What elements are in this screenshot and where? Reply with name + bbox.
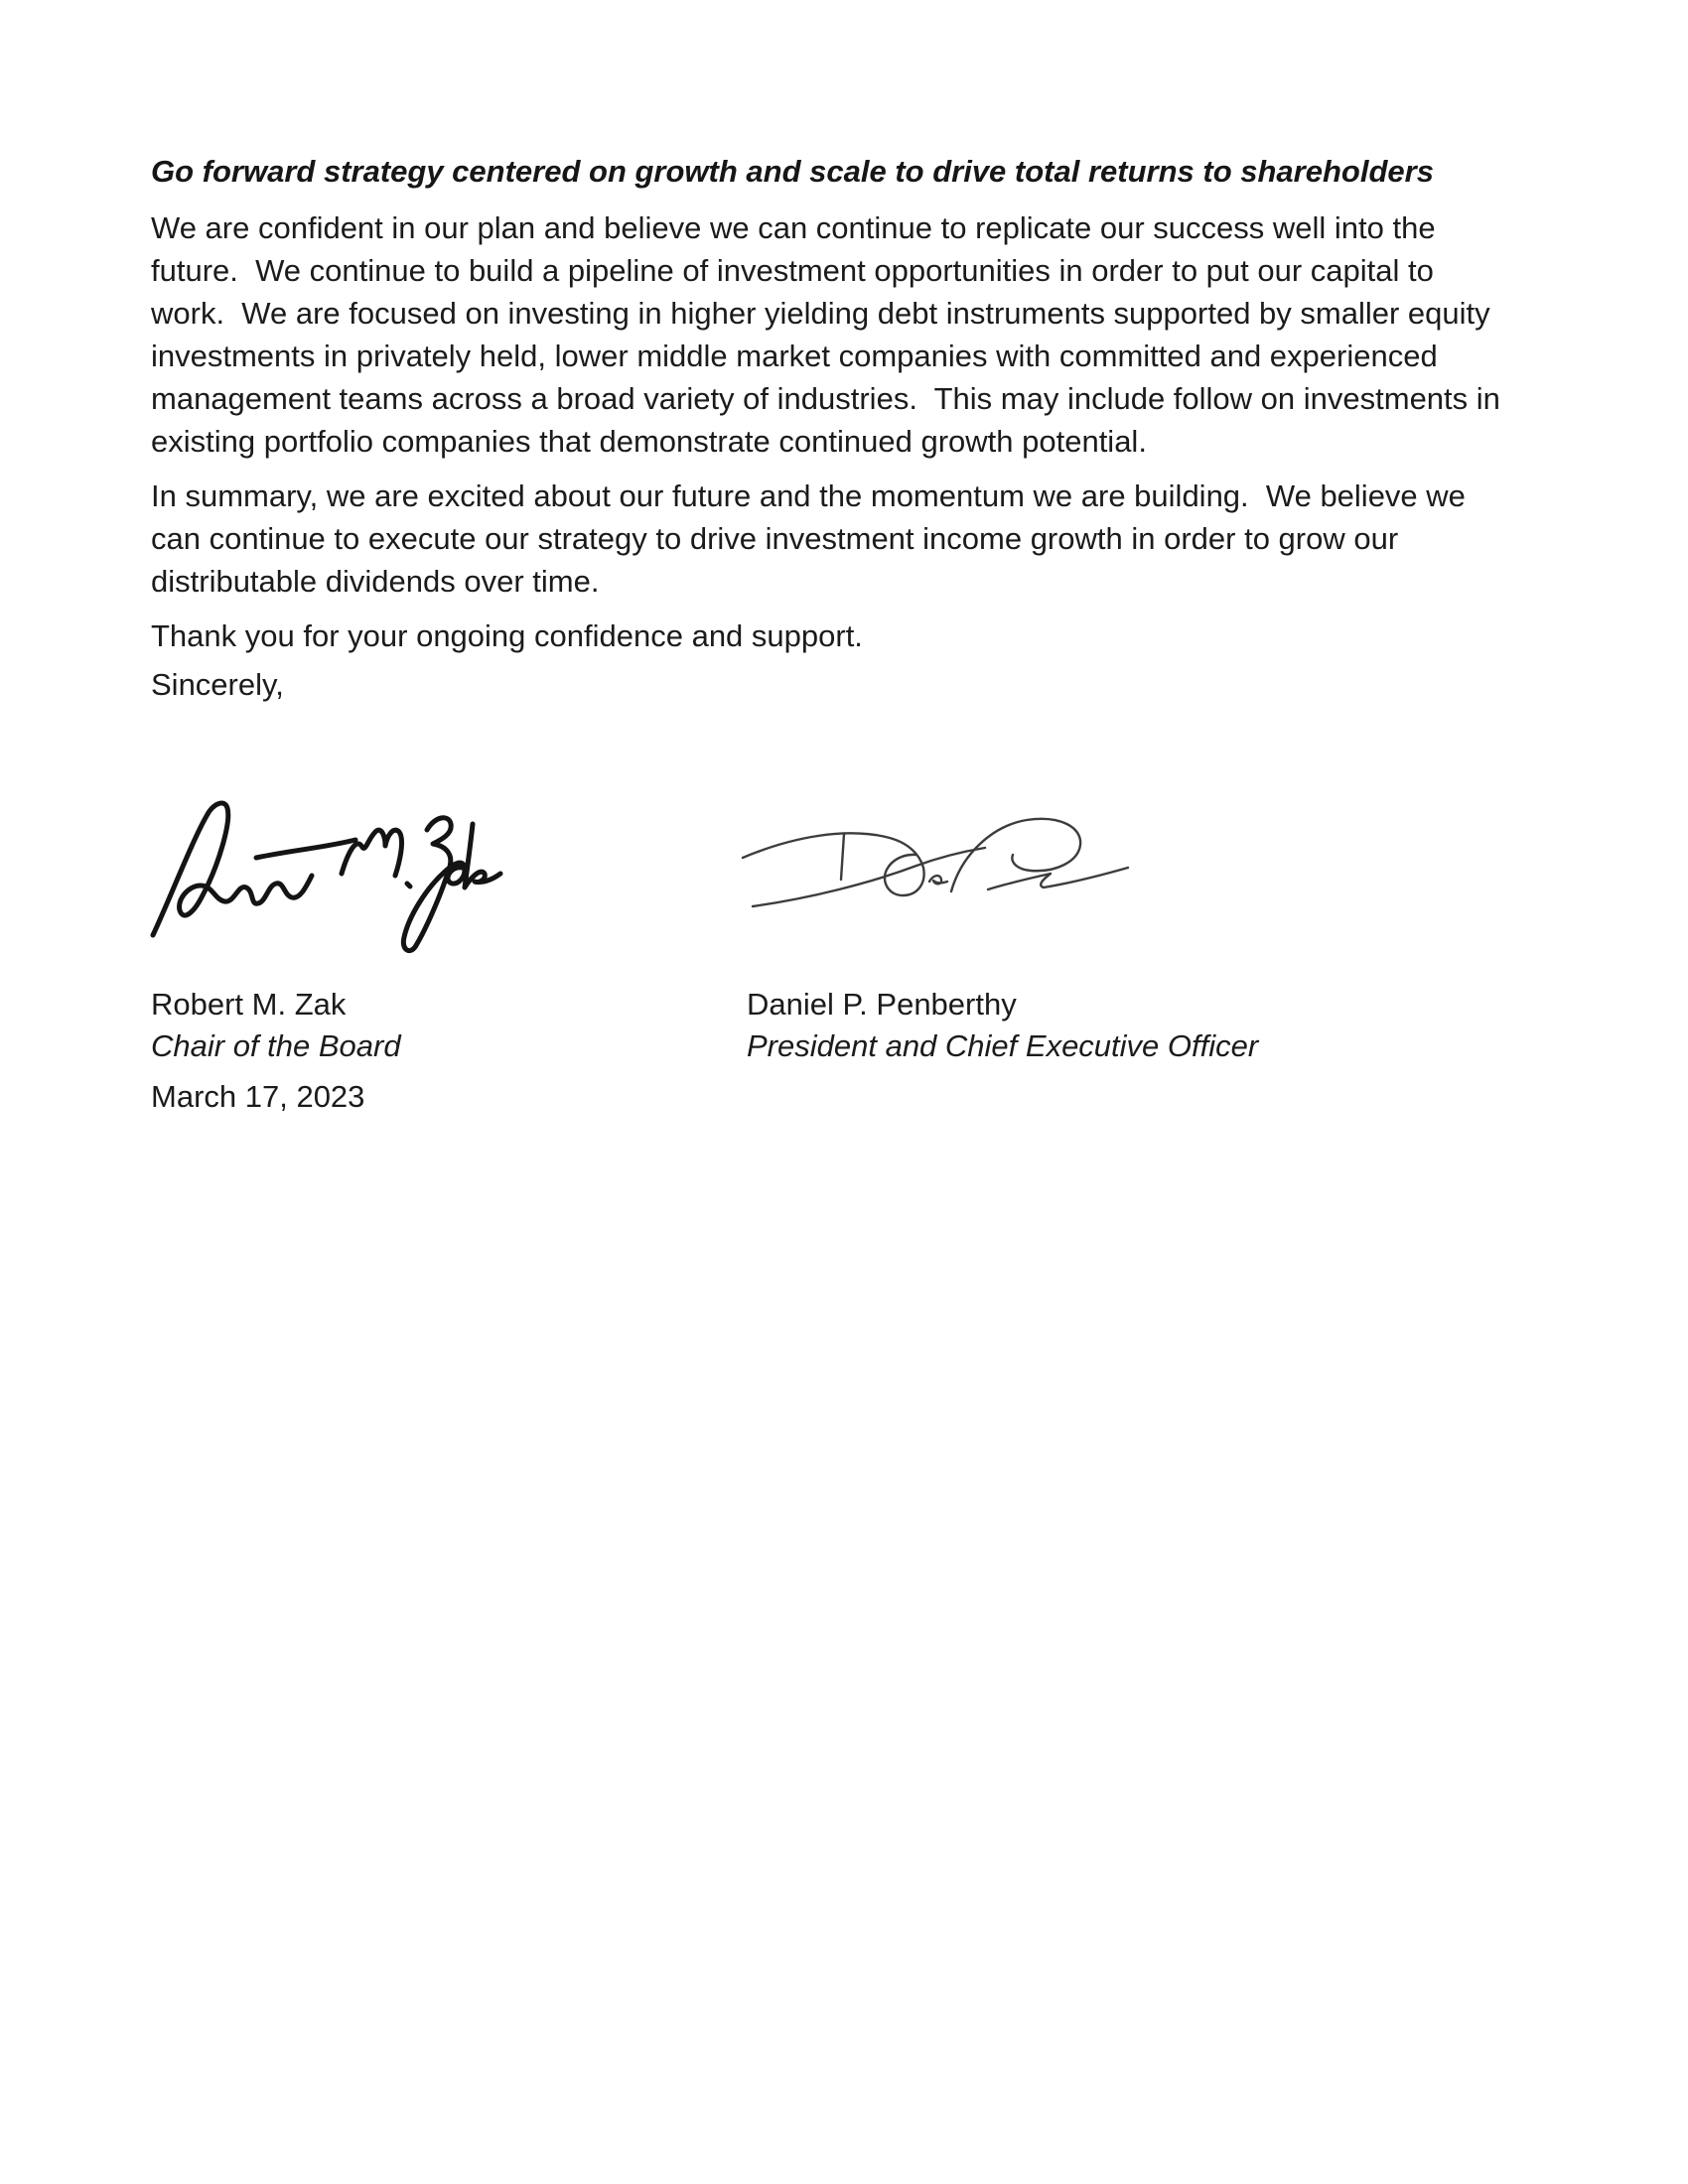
letter-date: March 17, 2023 <box>151 1079 365 1114</box>
letter-heading: Go forward strategy centered on growth and scale to drive total returns to shareholders <box>151 154 1434 189</box>
signatory-title: President and Chief Executive Officer <box>747 1028 1259 1063</box>
salutation-line: Sincerely, <box>151 667 284 702</box>
signatory-robert-zak <box>151 984 401 1067</box>
signatory-name: Daniel P. Penberthy <box>747 987 1017 1022</box>
paragraph-strategy: We are confident in our plan and believe we can continue to replicate our success well into the future. We continue to build a pipeline of investment opportunities in order to put our capital to work. We are focused on investing in higher yielding debt instruments supported by smaller equity investments in privately held, lower middle market companies with committed and experienced management teams across a broad variety of industries. This may include follow on investments in existing portfolio companies that demonstrate continued growth potential. <box>151 210 1509 459</box>
paragraph-summary: In summary, we are excited about our future and the momentum we are building. We believe we can continue to execute our strategy to drive investment income growth in order to grow our distributable dividends over time. <box>151 478 1475 599</box>
signatory-daniel-penberthy <box>747 984 1258 1067</box>
robert-zak-signature-image <box>145 796 504 961</box>
signatory-title: Chair of the Board <box>151 1028 401 1063</box>
daniel-penberthy-signature-image <box>735 810 1134 913</box>
thank-you-line: Thank you for your ongoing confidence and support. <box>151 618 863 653</box>
letter-body <box>151 150 1513 706</box>
signatory-name: Robert M. Zak <box>151 987 347 1022</box>
